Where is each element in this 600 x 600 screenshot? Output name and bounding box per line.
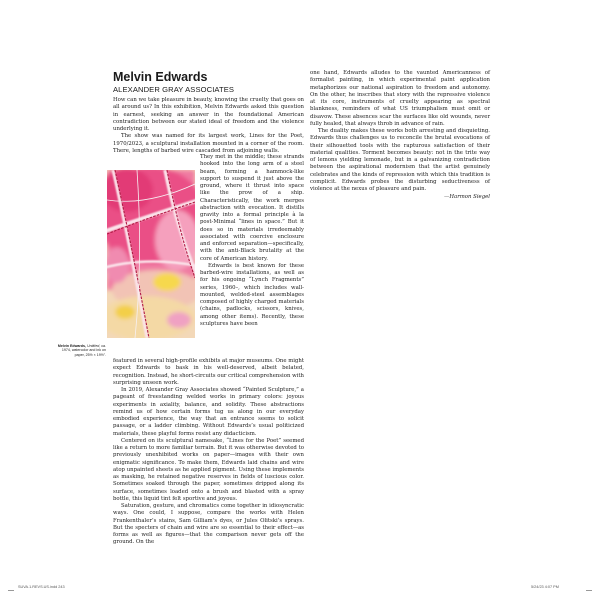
paragraph: featured in several high-profile exhibits at major museums. One might expect Edwards to bask in his well-deserved, albeit belated, recognition. Instead, he short-circuits our critical comprehension with surprising unseen work.	[113, 358, 304, 386]
paragraph: How can we take pleasure in beauty, knowing the cruelty that goes on all around us? In this exhibition, Melvin Edwards asked this question in earnest, seeking an answer in the foundational American contradiction between our stated ideal of freedom and the violence underlying it.	[113, 97, 304, 132]
artwork-caption	[56, 344, 106, 357]
author-signature: —Harmon Siegel	[444, 194, 490, 201]
paragraph: one hand, Edwards alludes to the vaunted Americanness of formalist painting, in which experimental paint application metaphorizes our national aspiration to freedom and autonomy. On the other, he inscribes that story with the repressive violence at its core, instruments of cruelty appearing as spectral blankness, reminders of what US triumphalism must omit or disavow. These absences scar the surfaces like old wounds, never fully healed, that always throb in advance of rain.	[310, 70, 490, 127]
paragraph: In 2019, Alexander Gray Associates showed “Painted Sculpture,” a pageant of freestanding welded works in primary colors: joyous experiments in axiality, balance, and solidity. These abstractions remind us of how certain forms tug us along in our everyday embodied experience, the way that an entrance seems to solicit passage, or a ladder climbing. Without Edwards’s usual politicized materials, these playful forms resist any didacticism.	[113, 387, 304, 437]
caption-details: , ca. 1974, watercolor and ink on paper, 25½ × 19½".	[61, 344, 106, 357]
artwork-image	[107, 170, 195, 338]
review-header	[113, 70, 303, 94]
paragraph: Saturation, gesture, and chromatics come together in idiosyncratic ways. One could, I suppose, compare the works with Helen Frankenthaler’s stains, Sam Gilliam’s dyes, or Jules Olitski’s sprays. But the specters of chain and wire are so essential to their effect—as forms as well as figures—that the comparison never gets off the ground. On the	[113, 503, 304, 546]
paragraph: The duality makes these works both arresting and disquieting. Edwards thus challenges us to reconcile the brutal evocations of their silhouetted tools with the rapturous satisfaction of their material qualities. Torment becomes beauty: not in the trite way of lemons yielding lemonade, but in a galvanizing contradiction between the aspirational modernism that the artist genuinely celebrates and the kinds of repression with which this tradition is complicit. Edwards probes the disturbing seductiveness of violence at the nexus of pleasure and pain.	[310, 128, 490, 192]
paragraph: Edwards is best known for these barbed-wire installations, as well as for his ongoing “Lynch Fragments” series, 1960–, which includes wall-mounted, welded-steel assemblages composed of highly charged materials (chains, padlocks, scissors, knives, among other items). Recently, these sculptures have been	[200, 262, 304, 327]
artist-title: Melvin Edwards	[113, 70, 208, 84]
gallery-name: ALEXANDER GRAY ASSOCIATES	[113, 85, 235, 94]
crop-mark	[8, 590, 14, 591]
paragraph: Centered on its sculptural namesake, “Lines for the Poet” seemed like a return to more familiar terrain. But it was otherwise devoted to previously unexhibited works on paper—images with their own enigmatic significance. To make them, Edwards laid chains and wire atop unpainted sheets as he applied pigment. Using these implements as masking, he retained negative reserves in fields of luscious color. Sometimes soaked through the paper, sometimes dripped along its surface, sometimes loaded onto a brush and blasted with a spray bottle, this liquid tint felt sportive and joyous.	[113, 437, 304, 502]
paragraph: They met in the middle; these strands hooked into the long arm of a steel beam, forming a hammock-like support to suspend it just above the ground, where it thrust into space like the prow of a ship. Characteristically, the work merges abstraction with evocation. It distills gravity into a formal principle à la post-Minimal “lines in space.” But it does so in materials irredeemably associated with coercive enclosure and enforced separation—specifically, with the anti-Black brutality at the core of American history.	[200, 154, 304, 262]
footer-file-name: SUVA.1.REVS.US.indd 243	[18, 585, 65, 589]
paragraph: The show was named for its largest work, Lines for the Poet, 1970/2023, a sculptural installation mounted in a corner of the room. There, lengths of barbed wire cascaded from adjoining walls.	[113, 133, 304, 154]
footer-timestamp: 5/24/23 4:07 PM	[531, 585, 559, 589]
caption-artist: Melvin Edwards,	[57, 344, 87, 348]
body-column-left-bottom	[113, 358, 304, 547]
caption-title: Untitled	[87, 344, 100, 348]
artwork-watercolor	[107, 170, 195, 338]
body-column-left-top	[113, 97, 304, 155]
body-column-left-wrap	[200, 154, 304, 328]
crop-mark	[586, 590, 592, 591]
body-column-right	[310, 70, 490, 202]
